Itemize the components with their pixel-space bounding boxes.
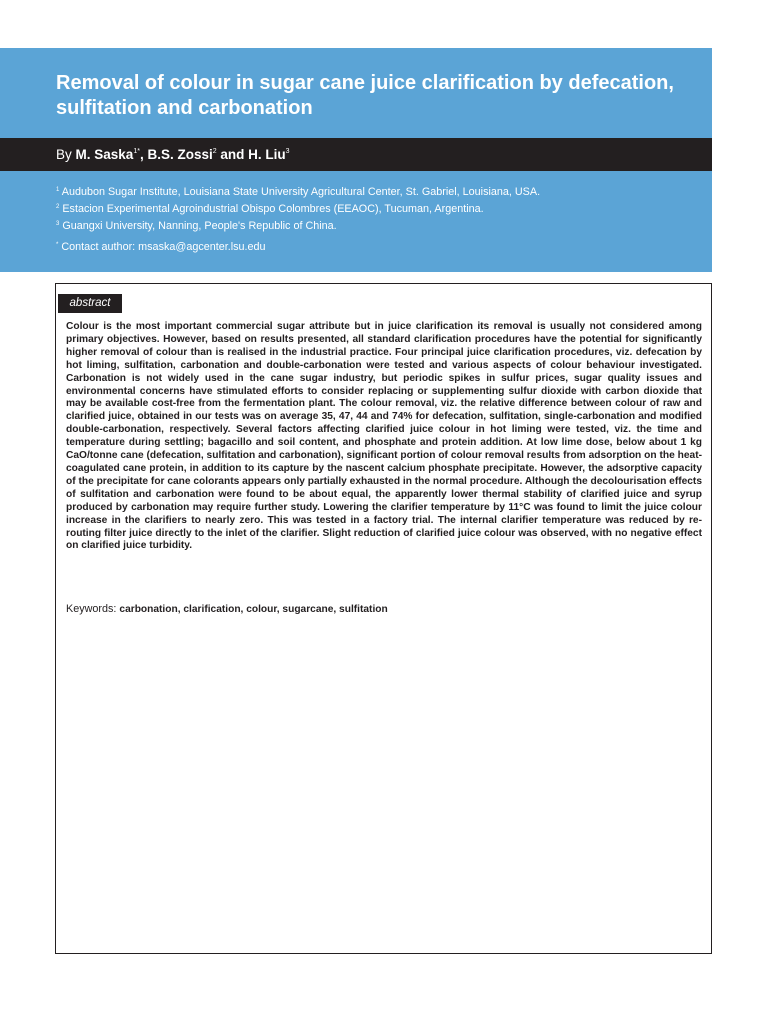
affiliation-mark: 3 bbox=[56, 221, 60, 227]
author-mark: 1* bbox=[133, 148, 140, 155]
affiliation-text: Estacion Experimental Agroindustrial Obispo Colombres (EEAOC), Tucuman, Argentina. bbox=[62, 203, 484, 215]
affiliation-mark: 2 bbox=[56, 204, 60, 210]
affiliation-text: Audubon Sugar Institute, Louisiana State University Agricultural Center, St. Gabriel, Louisiana, USA. bbox=[61, 186, 541, 198]
keywords-label: Keywords: bbox=[66, 603, 120, 615]
author-name: H. Liu bbox=[248, 147, 286, 162]
abstract-label: abstract bbox=[58, 294, 122, 313]
author-name: M. Saska bbox=[75, 147, 134, 162]
by-label: By bbox=[56, 147, 76, 162]
contact-mark: * bbox=[56, 242, 59, 248]
abstract-text: Colour is the most important commercial sugar attribute but in juice clarification its removal is usually not considered among primary objectives. However, based on results presented, all standard clarification procedures have the potential for significantly higher removal of colour than is realised in the industrial practice. Four principal juice clarification procedures, viz. defecation by hot liming, sulfitation, carbonation and double-carbonation were tested and various aspects of colour behaviour investigated. Carbonation is not widely used in the cane sugar industry, but periodic spikes in sulfur prices, sugar quality issues and environmental concerns have stimulated efforts to consider replacing or supplementing sulfur dioxide with carbon dioxide that may be available cost-free from the fermentation plant. The colour removal, viz. the relative difference between colour of raw and clarified juice, obtained in our tests was on average 35, 47, 44 and 74% for defecation, sulfitation, single-carbonation and modified double-carbonation, respectively. Several factors affecting clarified juice colour in hot liming were tested, viz. the time and temperature during settling; bagacillo and soil content, and phosphate and protein addition. At low lime dose, below about 1 kg CaO/tonne cane (defecation, sulfitation and carbonation), significant portion of colour removal results from adsorption on the heat-coagulated cane protein, in addition to its capture by the nascent calcium phosphate precipitate. However, the adsorptive capacity of the precipitate for cane colorants appears only partially exhausted in the normal procedure. Although the decolourisation effects of sulfitation and carbonation were found to be about equal, the apparently lower thermal stability of clarified juice and syrup produced by carbonation may require further study. Lowering the clarifier temperature by 11°C was found to limit the juice colour increase in the clarifiers to nearly zero. This was tested in a factory trial. The internal clarifier temperature was reduced by re-routing filter juice directly to the inlet of the clarifier. Slight reduction of clarified juice colour was observed, with no negative effect on clarified juice turbidity. bbox=[66, 321, 702, 552]
affiliation-item bbox=[56, 200, 696, 217]
author-mark: 3 bbox=[285, 148, 290, 155]
author-mark: 2 bbox=[212, 148, 217, 155]
contact-text: Contact author: msaska@agcenter.lsu.edu bbox=[61, 241, 266, 253]
author-separator: , bbox=[139, 147, 148, 162]
affiliation-item bbox=[56, 183, 696, 200]
affiliation-text: Guangxi University, Nanning, People's Republic of China. bbox=[62, 220, 337, 232]
keywords bbox=[66, 603, 388, 615]
affiliations bbox=[56, 183, 696, 234]
author-name: B.S. Zossi bbox=[147, 147, 213, 162]
author-line bbox=[56, 147, 290, 162]
keywords-list: carbonation, clarification, colour, sugarcane, sulfitation bbox=[119, 604, 388, 615]
affiliation-mark: 1 bbox=[56, 187, 60, 193]
affiliation-item bbox=[56, 217, 696, 234]
contact-author bbox=[56, 241, 266, 253]
paper-title: Removal of colour in sugar cane juice clarification by defecation, sulfitation and carbonation bbox=[56, 72, 674, 119]
abstract-box bbox=[55, 283, 712, 954]
author-separator: and bbox=[216, 147, 249, 162]
